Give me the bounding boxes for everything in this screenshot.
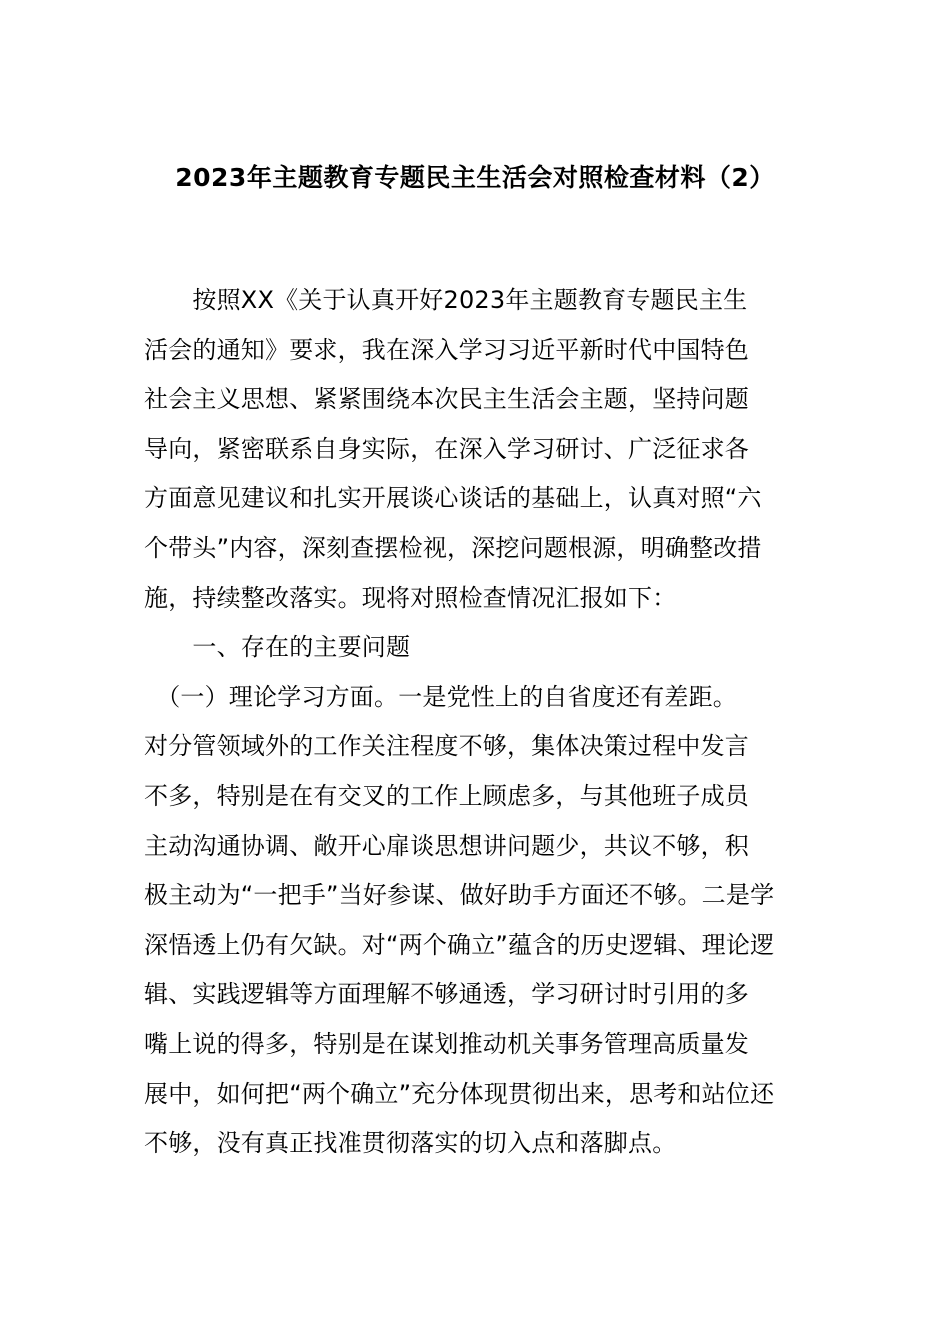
document-title: 2023年主题教育专题民主生活会对照检查材料（2）: [175, 163, 775, 192]
paragraph-line: 导向，紧密联系自身实际，在深入学习研讨、广泛征求各: [144, 434, 749, 463]
paragraph-line: 社会主义思想、紧紧围绕本次民主生活会主题，坚持问题: [144, 385, 749, 414]
paragraph-line: 对分管领域外的工作关注程度不够，集体决策过程中发言: [144, 732, 749, 761]
document-body: [144, 276, 824, 1169]
paragraph-line: 极主动为“一把手”当好参谋、做好助手方面还不够。二是学: [144, 881, 775, 910]
paragraph-line: 深悟透上仍有欠缺。对“两个确立”蕴含的历史逻辑、理论逻: [144, 930, 775, 959]
paragraph-line: 辑、实践逻辑等方面理解不够通透，学习研讨时引用的多: [144, 980, 749, 1009]
paragraph-line: （一）理论学习方面。一是党性上的自省度还有差距。: [144, 682, 737, 711]
paragraph-line: 展中，如何把“两个确立”充分体现贯彻出来，思考和站位还: [144, 1079, 775, 1108]
paragraph-line: 按照XX《关于认真开好2023年主题教育专题民主生: [144, 286, 748, 314]
paragraph-line: 活会的通知》要求，我在深入学习习近平新时代中国特色: [144, 335, 749, 364]
section-heading: 一、存在的主要问题: [144, 633, 411, 662]
paragraph-line: 不多，特别是在有交叉的工作上顾虑多，与其他班子成员: [144, 781, 749, 810]
paragraph-line: 不够，没有真正找准贯彻落实的切入点和落脚点。: [144, 1129, 677, 1158]
paragraph-line: 施，持续整改落实。现将对照检查情况汇报如下：: [144, 583, 677, 612]
paragraph-line: 主动沟通协调、敞开心扉谈思想讲问题少，共议不够，积: [144, 831, 749, 860]
paragraph-line: 嘴上说的得多，特别是在谋划推动机关事务管理高质量发: [144, 1029, 749, 1058]
paragraph-line: 个带头”内容，深刻查摆检视，深挖问题根源，明确整改措: [144, 533, 762, 562]
paragraph-line: 方面意见建议和扎实开展谈心谈话的基础上，认真对照“六: [144, 484, 762, 513]
